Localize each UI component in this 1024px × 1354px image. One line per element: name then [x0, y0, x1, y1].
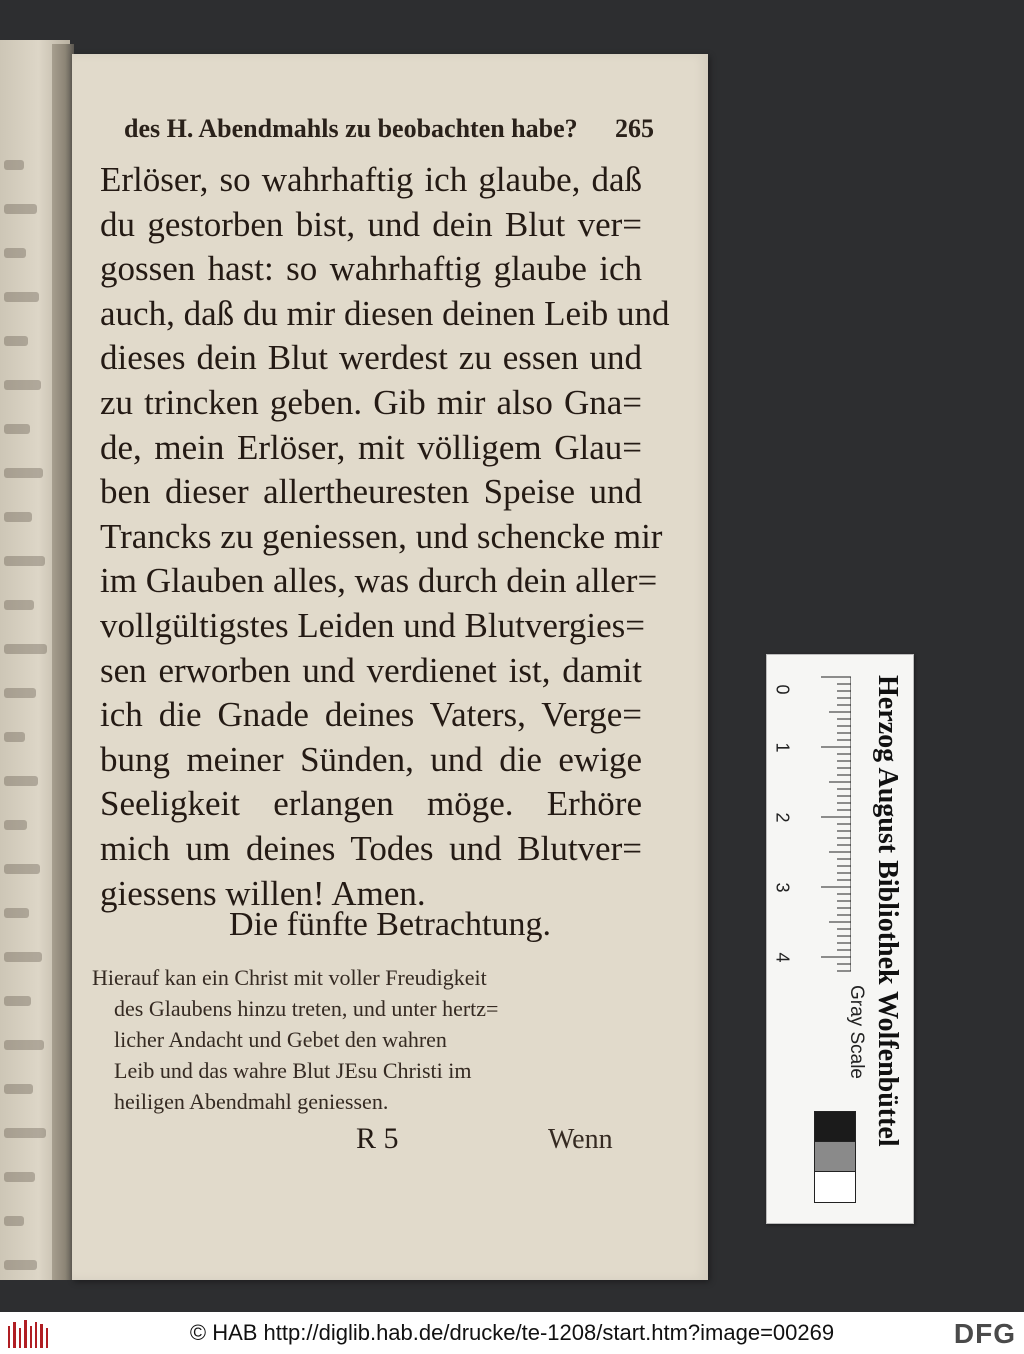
ruler-number: 2 [772, 812, 793, 823]
show-through-mark [4, 556, 45, 566]
show-through-mark [4, 160, 24, 170]
body-line: bung meiner Sünden, und die ewige [100, 739, 642, 779]
ruler-number: 4 [772, 952, 793, 963]
body-line: zu trincken geben. Gib mir also Gna= [100, 382, 642, 422]
show-through-mark [4, 820, 27, 830]
note-line: licher Andacht und Gebet den wahren [114, 1027, 447, 1052]
running-head-text: des H. Abendmahls zu beobachten habe? [124, 114, 578, 143]
body-line: dieses dein Blut werdest zu essen und [100, 338, 642, 378]
page-number: 265 [615, 114, 654, 143]
body-text [100, 158, 670, 916]
section-heading: Die fünfte Betrachtung. [229, 906, 551, 943]
signature-mark: R 5 [356, 1122, 399, 1155]
show-through-mark [4, 248, 26, 258]
body-line: auch, daß du mir diesen deinen Leib und [100, 293, 670, 333]
show-through-mark [4, 1128, 46, 1138]
show-through-mark [4, 1084, 33, 1094]
show-through-mark [4, 1172, 35, 1182]
body-line: Seeligkeit erlangen möge. Erhöre [100, 784, 642, 824]
body-line: Trancks zu geniessen, und schencke mir [100, 516, 663, 556]
show-through-mark [4, 1260, 37, 1270]
show-through-mark [4, 732, 25, 742]
show-through-mark [4, 600, 34, 610]
gray-swatch-mid [814, 1141, 856, 1173]
ruler-number: 3 [772, 882, 793, 893]
show-through-mark [4, 688, 36, 698]
ruler-number: 1 [772, 742, 793, 753]
note-line: des Glaubens hinzu treten, und unter hertz= [114, 996, 499, 1021]
show-through-mark [4, 908, 29, 918]
show-through-mark [4, 644, 47, 654]
body-line: du gestorben bist, und dein Blut ver= [100, 204, 642, 244]
body-line: ich die Gnade deines Vaters, Verge= [100, 695, 642, 735]
note-line: Hierauf kan ein Christ mit voller Freudigkeit [92, 965, 487, 990]
ruler [767, 655, 851, 985]
page-gutter [52, 44, 74, 1280]
body-line: gossen hast: so wahrhaftig glaube ich [100, 249, 642, 289]
ruler-number: 0 [772, 684, 793, 695]
color-scale-bar [766, 654, 914, 1224]
body-line: im Glauben alles, was durch dein aller= [100, 561, 658, 601]
gray-scale-label: Gray Scale [846, 985, 867, 1079]
show-through-mark [4, 336, 28, 346]
show-through-mark [4, 292, 39, 302]
body-line: sen erworben und verdienet ist, damit [100, 650, 642, 690]
copyright-link[interactable]: © HAB http://diglib.hab.de/drucke/te-1208/start.htm?image=00269 [189, 1320, 835, 1345]
gray-swatch-white [814, 1171, 856, 1203]
show-through-mark [4, 1216, 24, 1226]
book-page [72, 54, 708, 1280]
note-line: heiligen Abendmahl geniessen. [114, 1089, 389, 1114]
note-paragraph [92, 962, 644, 1117]
show-through-mark [4, 380, 41, 390]
credit-bar [0, 1312, 1024, 1354]
show-through-mark [4, 996, 31, 1006]
show-through-mark [4, 776, 38, 786]
show-through-mark [4, 468, 43, 478]
body-line: de, mein Erlöser, mit völligem Glau= [100, 427, 642, 467]
institution-name: Herzog August Bibliothek Wolfenbüttel [872, 675, 903, 1147]
dfg-logo: DFG [953, 1318, 1016, 1349]
running-head [124, 114, 654, 144]
catchword: Wenn [548, 1124, 613, 1155]
show-through-mark [4, 864, 40, 874]
show-through-mark [4, 424, 30, 434]
show-through-mark [4, 952, 42, 962]
body-line: vollgültigstes Leiden und Blutvergies= [100, 605, 646, 645]
body-line: Erlöser, so wahrhaftig ich glaube, daß [100, 160, 642, 199]
body-line: giessens willen! Amen. [100, 873, 426, 913]
body-line: ben dieser allertheuresten Speise und [100, 472, 642, 512]
body-line: mich um deines Todes und Blutver= [100, 828, 642, 868]
show-through-mark [4, 1040, 44, 1050]
show-through-mark [4, 512, 32, 522]
gray-swatch-black [814, 1111, 856, 1143]
note-line: Leib und das wahre Blut JEsu Christi im [114, 1058, 472, 1083]
show-through-mark [4, 204, 37, 214]
